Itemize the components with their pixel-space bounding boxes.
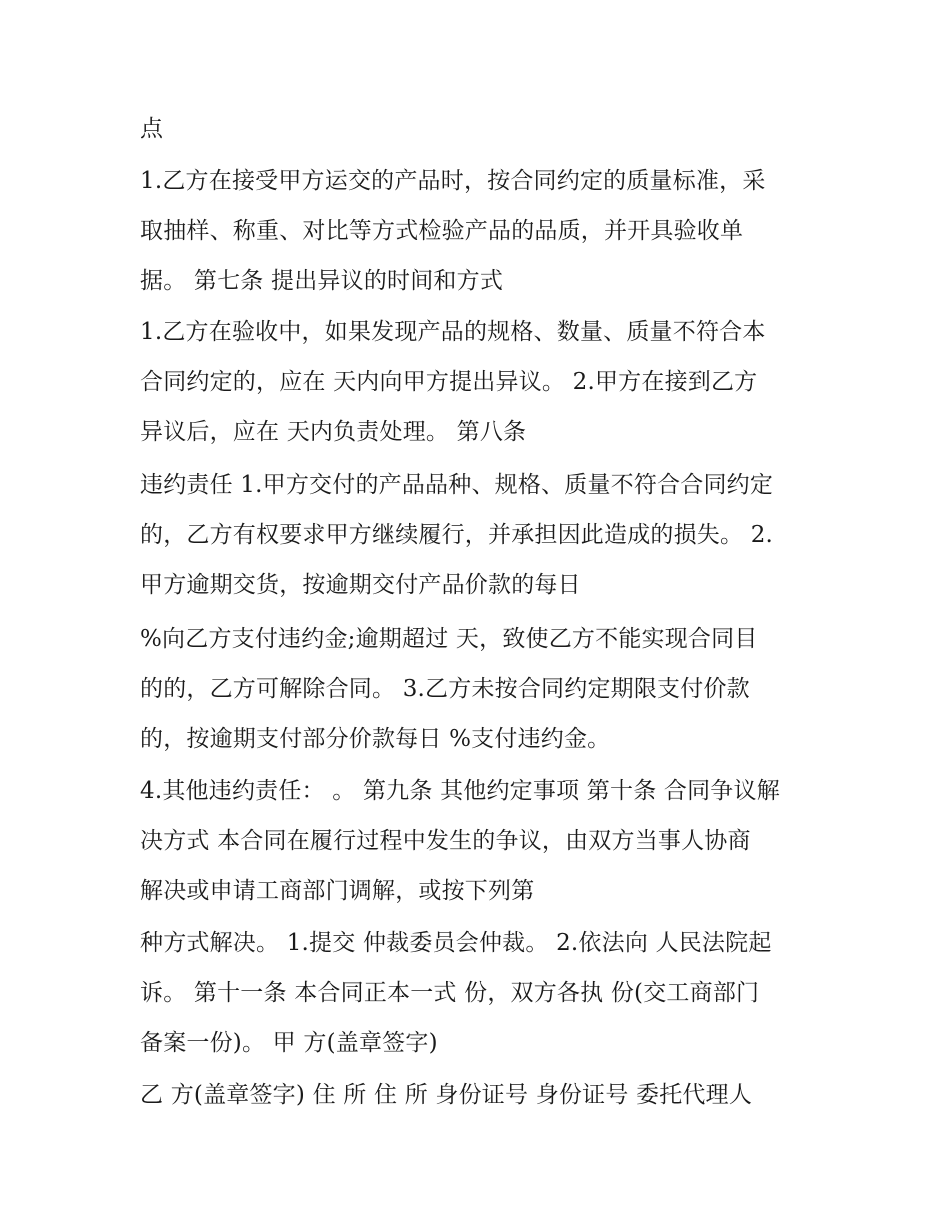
text-line: 的，乙方有权要求甲方继续履行，并承担因此造成的损失。 2. — [140, 522, 774, 548]
text-line: 异议后，应在 天内负责处理。 第八条 — [140, 419, 527, 445]
text-line: 1.乙方在验收中，如果发现产品的规格、数量、质量不符合本 — [140, 319, 766, 345]
text-line: 的的，乙方可解除合同。 3.乙方未按合同约定期限支付价款 — [140, 676, 750, 702]
text-line: 备案一份)。 甲 方(盖章签字) — [140, 1030, 438, 1056]
text-line: 据。 第七条 提出异议的时间和方式 — [140, 268, 504, 294]
text-line: 乙 方(盖章签字) 住 所 住 所 身份证号 身份证号 委托代理人 — [140, 1082, 753, 1108]
text-line: 1.乙方在接受甲方运交的产品时，按合同约定的质量标准，采 — [140, 168, 766, 194]
text-line: 取抽样、称重、对比等方式检验产品的品质，并开具验收单 — [140, 218, 744, 244]
text-line: 的，按逾期支付部分价款每日 %支付违约金。 — [140, 726, 611, 752]
text-line: %向乙方支付违约金;逾期超过 天，致使乙方不能实现合同目 — [140, 626, 758, 652]
text-line: 诉。 第十一条 本合同正本一式 份，双方各执 份(交工商部门 — [140, 980, 760, 1006]
text-line: 决方式 本合同在履行过程中发生的争议，由双方当事人协商 — [140, 828, 751, 854]
text-line: 种方式解决。 1.提交 仲裁委员会仲裁。 2.依法向 人民法院起 — [140, 930, 772, 956]
text-line: 点 — [140, 116, 164, 142]
text-line: 合同约定的，应在 天内向甲方提出异议。 2.甲方在接到乙方 — [140, 369, 758, 395]
text-line: 甲方逾期交货，按逾期交付产品价款的每日 — [140, 572, 581, 598]
text-line: 4.其他违约责任： 。 第九条 其他约定事项 第十条 合同争议解 — [140, 778, 780, 804]
text-line: 违约责任 1.甲方交付的产品品种、规格、质量不符合合同约定 — [140, 472, 774, 498]
text-line: 解决或申请工商部门调解，或按下列第 — [140, 878, 535, 904]
